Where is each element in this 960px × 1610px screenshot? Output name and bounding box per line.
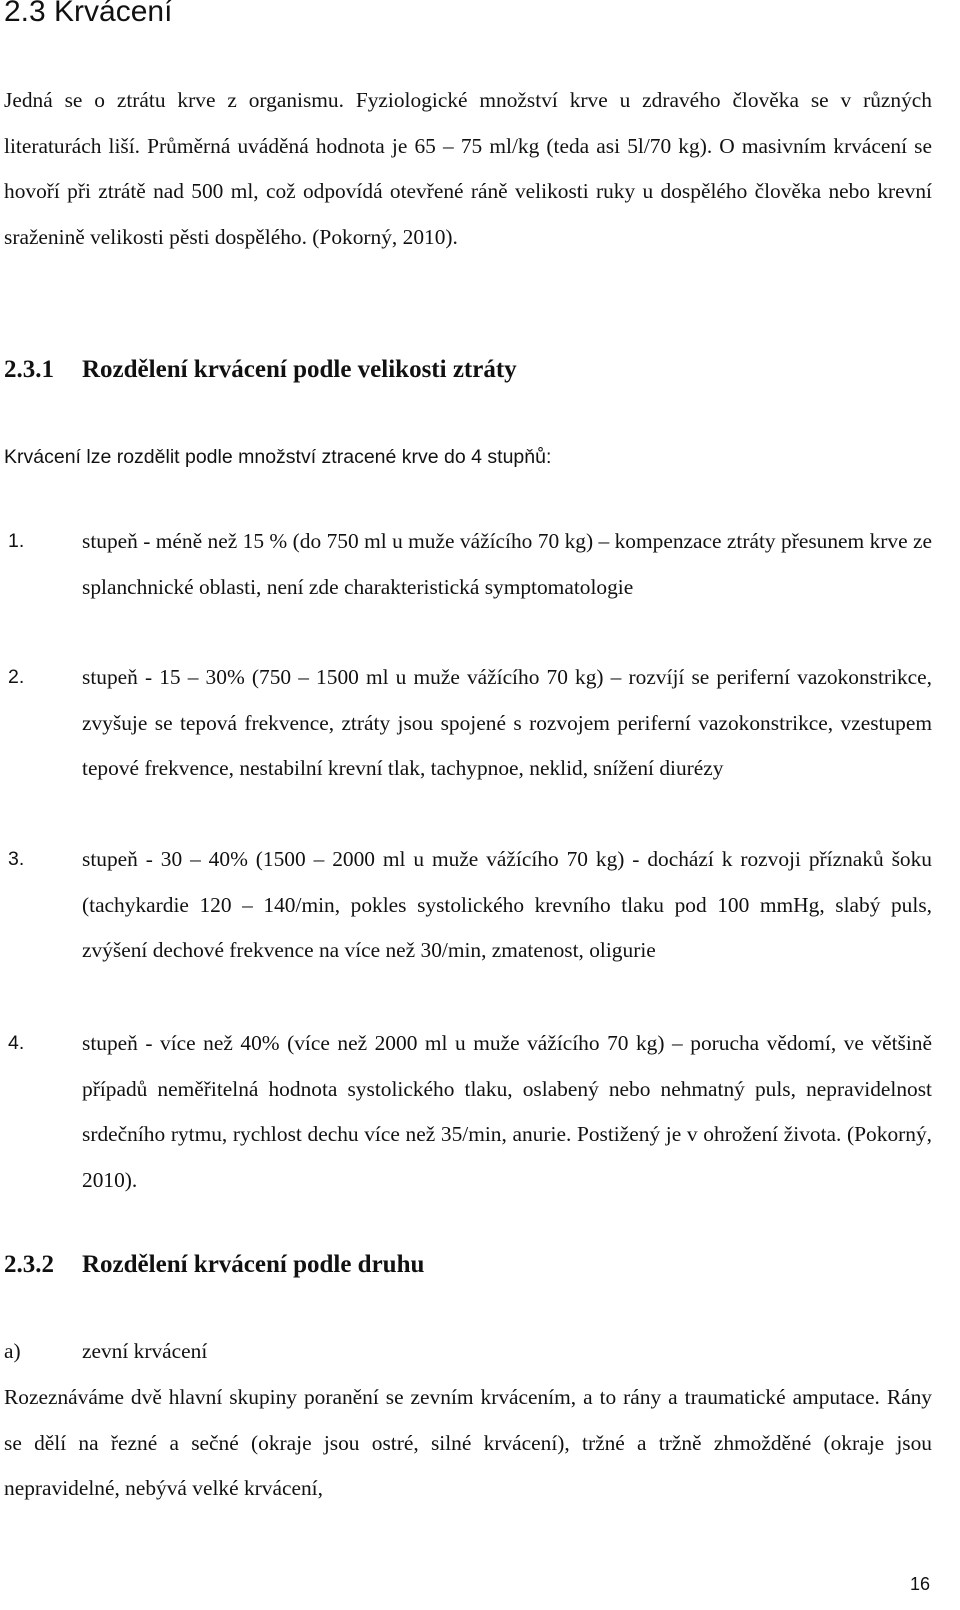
list-marker: 3. <box>8 848 25 870</box>
list-lead: Krvácení lze rozdělit podle množství ztracené krve do 4 stupňů: <box>4 446 552 468</box>
list-item-text: stupeň - méně než 15 % (do 750 ml u muže vážícího 70 kg) – kompenzace ztráty přesunem krve ze splanchnické oblasti, není zde charakteristická symptomatologie <box>82 529 932 599</box>
sub-marker: a) <box>4 1339 21 1363</box>
list-marker: 1. <box>8 530 25 552</box>
section-heading: 2.3 Krvácení <box>4 0 173 28</box>
list-marker: 2. <box>8 666 25 688</box>
list-item-text: stupeň - 15 – 30% (750 – 1500 ml u muže vážícího 70 kg) – rozvíjí se periferní vazokonstrikce, zvyšuje se tepová frekvence, ztráty jsou spojené s rozvojem periferní vazokonstrikce, vzestupem tepové frekvence, nestabilní krevní tlak, tachypnoe, neklid, snížení diurézy <box>82 665 932 780</box>
external-bleeding-paragraph: Rozeznáváme dvě hlavní skupiny poranění se zevním krvácením, a to rány a traumatické amputace. Rány se dělí na řezné a sečné (okraje jsou ostré, silné krvácení), tržné a tržně zhmožděné (okraje jsou nepravidelné, nebývá velké krvácení, <box>4 1385 932 1500</box>
page-number: 16 <box>909 1574 930 1594</box>
subsection-number: 2.3.1 <box>4 356 54 383</box>
list-marker: 4. <box>8 1032 25 1054</box>
subsection-number: 2.3.2 <box>4 1251 54 1278</box>
subsection-title: Rozdělení krvácení podle velikosti ztráty <box>82 356 517 383</box>
list-item <box>4 1021 932 1203</box>
list-item-text: stupeň - více než 40% (více než 2000 ml u muže vážícího 70 kg) – porucha vědomí, ve většině případů neměřitelná hodnota systolického tlaku, oslabený nebo nehmatný puls, nepravidelnost srdečního rytmu, rychlost dechu více než 35/min, anurie. Postižený je v ohrožení života. (Pokorný, 2010). <box>82 1031 932 1192</box>
list-item <box>4 519 932 610</box>
list-item <box>4 837 932 974</box>
sub-label: zevní krvácení <box>82 1339 208 1363</box>
list-item <box>4 655 932 792</box>
subsection-heading-1 <box>4 355 517 385</box>
subsection-heading-2 <box>4 1250 424 1280</box>
subsection-title: Rozdělení krvácení podle druhu <box>82 1251 425 1278</box>
sub-heading <box>4 1329 207 1375</box>
list-item-text: stupeň - 30 – 40% (1500 – 2000 ml u muže vážícího 70 kg) - dochází k rozvoji příznaků šoku (tachykardie 120 – 140/min, pokles systolického krevního tlaku pod 100 mmHg, slabý puls, zvýšení dechové frekvence na více než 30/min, zmatenost, oligurie <box>82 847 932 962</box>
intro-paragraph: Jedná se o ztrátu krve z organismu. Fyziologické množství krve u zdravého člověka se v různých literaturách liší. Průměrná uváděná hodnota je 65 – 75 ml/kg (teda asi 5l/70 kg). O masivním krvácení se hovoří při ztrátě nad 500 ml, což odpovídá otevřené ráně velikosti ruky u dospělého člověka nebo krevní sraženině velikosti pěsti dospělého. (Pokorný, 2010). <box>4 88 932 249</box>
